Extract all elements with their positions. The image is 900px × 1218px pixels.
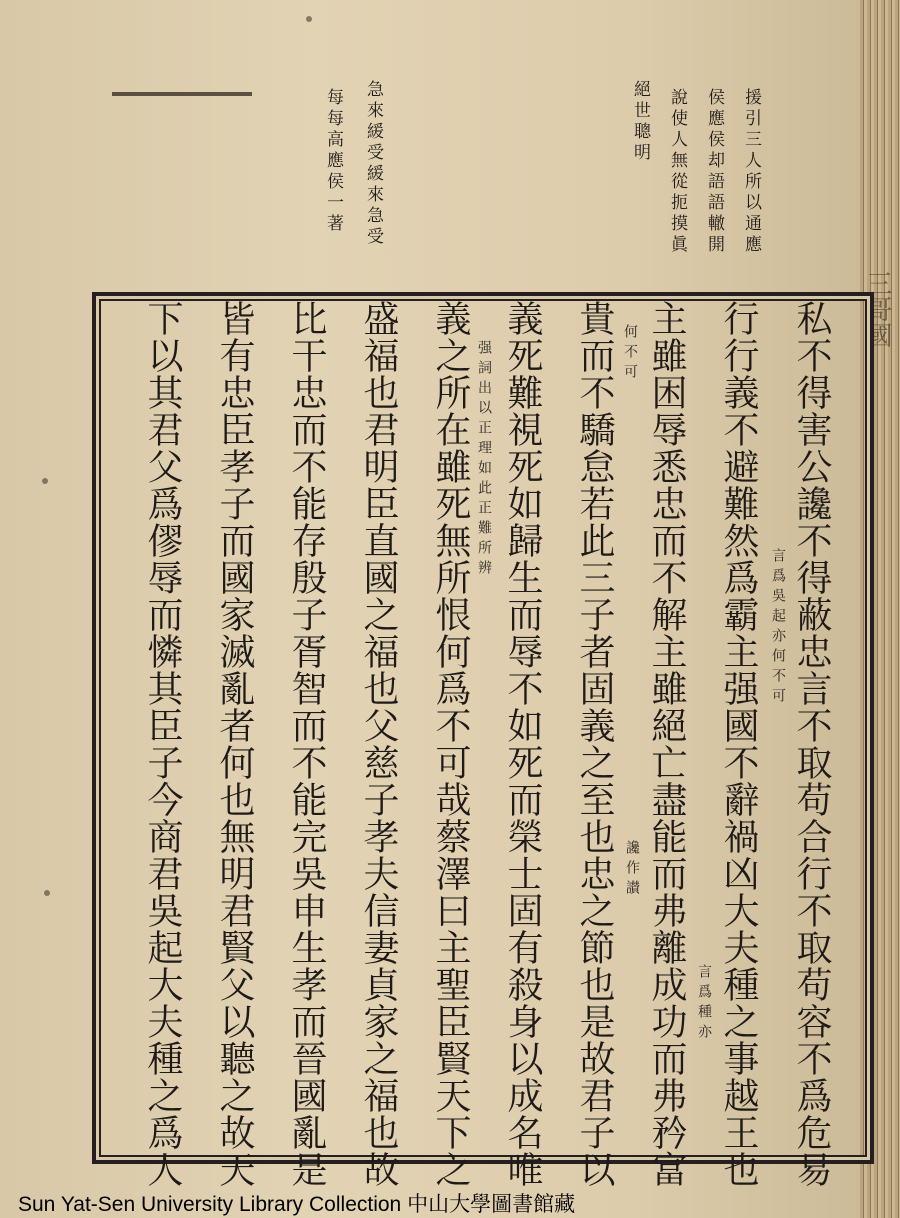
gloss-3: 讒作讃 (624, 840, 640, 900)
commentary-line-2: 侯應侯却語語轍開 (704, 88, 724, 256)
ink-rule-mark (112, 92, 252, 96)
gloss-4: 言爲種亦 (696, 964, 712, 1044)
ink-speck (44, 890, 50, 896)
main-column-1: 私不得害公讒不得蔽忠言不取苟合行不取苟容不爲危易 (791, 300, 832, 1188)
main-column-2: 行行義不避難然爲霸主强國不辭禍凶大夫種之事越王也 (718, 300, 759, 1188)
ink-speck (306, 16, 312, 22)
gloss-1: 言爲吳起亦何不可 (770, 548, 786, 708)
library-watermark: Sun Yat-Sen University Library Collection 中山大學圖書館藏 (18, 1193, 576, 1216)
main-column-5: 義死難視死如歸生而辱不如死而榮士固有殺身以成名唯 (502, 300, 543, 1188)
main-column-4: 貴而不驕怠若此三子者固義之至也忠之節也是故君子以 (574, 300, 615, 1188)
spine-title: 三哥國 (862, 270, 892, 348)
commentary-line-3: 說使人無從扼摸眞 (667, 88, 687, 256)
gloss-2: 何不可 (622, 324, 638, 384)
commentary-line-1: 援引三人所以通應 (741, 88, 761, 256)
main-column-8: 比干忠而不能存殷子胥智而不能完吳申生孝而晉國亂是 (286, 300, 327, 1188)
main-column-7: 盛福也君明臣直國之福也父慈子孝夫信妻貞家之福也故 (358, 300, 399, 1188)
commentary-line-4: 絕世聰明 (630, 80, 650, 164)
main-column-9: 皆有忠臣孝子而國家滅亂者何也無明君賢父以聽之故天 (214, 300, 255, 1188)
gloss-5: 强詞出以正理如此正難所辨 (476, 340, 492, 580)
commentary-left-2: 每每高應侯一著 (323, 88, 343, 235)
main-column-6: 義之所在雖死無所恨何爲不可哉蔡澤曰主聖臣賢天下之 (430, 300, 471, 1188)
ink-speck (42, 478, 48, 484)
main-column-3: 主雖困辱悉忠而不解主雖絕亡盡能而弗離成功而弗矜富 (646, 300, 687, 1188)
main-column-10: 下以其君父爲僇辱而憐其臣子今商君吳起大夫種之爲人 (142, 300, 183, 1188)
commentary-left-1: 急來緩受緩來急受 (363, 80, 383, 248)
